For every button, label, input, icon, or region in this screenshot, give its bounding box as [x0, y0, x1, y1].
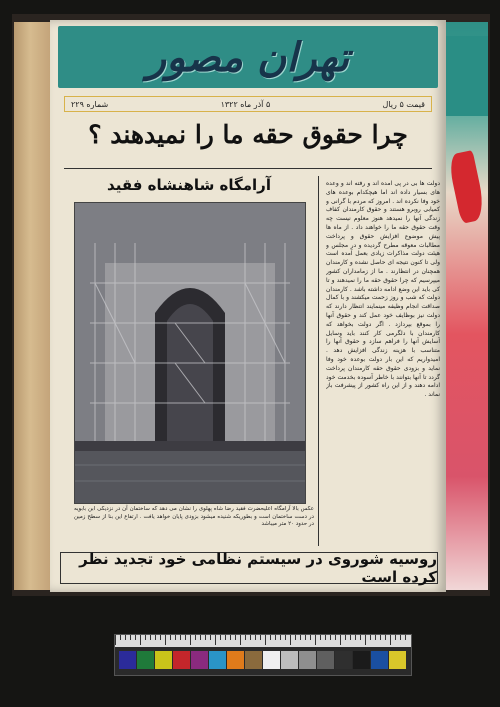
headline-rule [64, 168, 432, 169]
ruler-tick [345, 635, 346, 640]
bottom-headline: روسیه شوروی در سیستم نظامی خود تجدید نظر کرده است [60, 552, 438, 584]
ruler-tick [135, 635, 136, 640]
ruler-tick [260, 635, 261, 640]
ruler-tick [160, 635, 161, 640]
ruler-tick [360, 635, 361, 640]
book-spine [14, 22, 52, 590]
ruler-tick [320, 635, 321, 640]
ruler-tick [175, 635, 176, 640]
column-divider [318, 176, 319, 546]
article-column: دولت ها بی در پی آمده اند و رفته اند و وعده های بسیار داده اند اما هیچکدام بوعده های خود وفا نکرده اند . امروز که مردم با گرانی و کمیابی روبرو هستند و حقوق کارمندان کفاف زندگی آنها را نمیدهد هنوز معلوم نیست چه وقت حقوق حقه ما را خواهند داد . از ماه ها پیش موضوع افزایش حقوق و پرداخت مطالبات معوقه مطرح گردیده و در مجلس و هیئت دولت مذاکرات زیادی بعمل آمده است ولی تا کنون نتیجه ای حاصل نشده و کارمندان همچنان در انتظارند . ما از زمامداران کشور میپرسیم که چرا حقوق حقه ما را نمیدهند و تا کی باید این وضع ادامه داشته باشد . کارمندان دولت که شب و روز زحمت میکشند و با کمال صداقت انجام وظیفه مینمایند انتظار دارند که دولت نیز بوظایف خود عمل کند و حقوق آنها را بموقع بپردازد . اگر دولت بخواهد که کارمندان با دلگرمی کار کنند باید وسایل آسایش آنها را فراهم سازد و حقوق آنها را متناسب با هزینه زندگی افزایش دهد . امیدواریم که این بار دولت بوعده خود وفا نماید و بزودی حقوق حقه کارمندان پرداخت گردد تا آنها بتوانند با خاطر آسوده بخدمت خود ادامه دهند و از این راه کشور از پیشرفت باز نماند . [326, 180, 440, 399]
calibration-swatch [353, 651, 370, 669]
ruler-tick [405, 635, 406, 640]
ruler-tick [325, 635, 326, 640]
ruler-tick [230, 635, 231, 640]
masthead [58, 26, 438, 88]
ruler-tick [305, 635, 306, 640]
ruler-tick [120, 635, 121, 640]
ruler-tick [340, 635, 341, 645]
ruler-tick [330, 635, 331, 640]
calibration-swatch [119, 651, 136, 669]
mausoleum-photo [74, 202, 306, 504]
newspaper-page [50, 20, 446, 592]
ruler-tick [245, 635, 246, 640]
ruler-tick [180, 635, 181, 640]
photo-title: آرامگاه شاهنشاه فقید [107, 176, 271, 194]
issue-price: قیمت ۵ ریال [382, 99, 425, 109]
ruler-tick [355, 635, 356, 640]
ruler-tick [335, 635, 336, 640]
ruler-tick [280, 635, 281, 640]
ruler-tick [385, 635, 386, 640]
mausoleum-illustration [75, 203, 305, 503]
ruler-tick [140, 635, 141, 645]
ruler-tick [115, 635, 116, 645]
ruler-tick [155, 635, 156, 640]
ruler-tick [380, 635, 381, 640]
ruler-tick [225, 635, 226, 640]
photo-caption: عکس بالا آرامگاه اعلیحضرت فقید رضا شاه پهلوی را نشان می دهد که ساختمان آن در نزدیکی ابن بابویه در دست ساختمان است و بطوریکه شنیده میشود بزودی پایان خواهد یافت . ارتفاع این بنا از سطح زمین در حدود ۲۰ متر میباشد [74, 506, 314, 527]
calibration-swatch [137, 651, 154, 669]
calibration-ruler [115, 635, 411, 647]
calibration-swatch [155, 651, 172, 669]
ruler-tick [240, 635, 241, 645]
headline: چرا حقوق حقه ما را نمیدهند ؟ [88, 120, 408, 149]
adjacent-page [446, 22, 488, 590]
ruler-tick [300, 635, 301, 640]
ruler-tick [285, 635, 286, 640]
ruler-tick [165, 635, 166, 645]
calibration-swatch [299, 651, 316, 669]
ruler-tick [150, 635, 151, 640]
ruler-tick [185, 635, 186, 640]
issue-date: ۵ آذر ماه ۱۳۲۲ [220, 99, 271, 109]
color-calibration-strip [114, 634, 412, 676]
ruler-tick [315, 635, 316, 645]
calibration-swatch [263, 651, 280, 669]
ruler-tick [145, 635, 146, 640]
ruler-tick [210, 635, 211, 640]
ruler-tick [295, 635, 296, 640]
ruler-tick [365, 635, 366, 645]
calibration-swatch [209, 651, 226, 669]
ruler-tick [220, 635, 221, 640]
adjacent-masthead-strip [446, 36, 488, 116]
ruler-tick [255, 635, 256, 640]
issue-bar [64, 96, 432, 112]
issue-number: شماره ۲۲۹ [71, 99, 109, 109]
ruler-tick [350, 635, 351, 640]
calibration-swatch [371, 651, 388, 669]
ruler-tick [390, 635, 391, 645]
ruler-tick [290, 635, 291, 645]
ruler-tick [250, 635, 251, 640]
ruler-tick [170, 635, 171, 640]
calibration-swatches [119, 651, 407, 669]
ruler-tick [370, 635, 371, 640]
calibration-swatch [245, 651, 262, 669]
ruler-tick [400, 635, 401, 640]
ruler-tick [310, 635, 311, 640]
calibration-swatch [281, 651, 298, 669]
calibration-swatch [389, 651, 406, 669]
ruler-tick [270, 635, 271, 640]
calibration-swatch [191, 651, 208, 669]
ruler-tick [130, 635, 131, 640]
adjacent-red-illustration [447, 150, 487, 224]
ruler-tick [205, 635, 206, 640]
ruler-tick [125, 635, 126, 640]
ruler-tick [195, 635, 196, 640]
ruler-tick [200, 635, 201, 640]
calibration-swatch [173, 651, 190, 669]
calibration-swatch [335, 651, 352, 669]
ruler-tick [190, 635, 191, 645]
masthead-title: تهران مصور [146, 33, 350, 81]
calibration-swatch [227, 651, 244, 669]
ruler-tick [235, 635, 236, 640]
ruler-tick [375, 635, 376, 640]
ruler-tick [395, 635, 396, 640]
calibration-swatch [317, 651, 334, 669]
ruler-tick [215, 635, 216, 645]
ruler-tick [265, 635, 266, 645]
ruler-tick [275, 635, 276, 640]
